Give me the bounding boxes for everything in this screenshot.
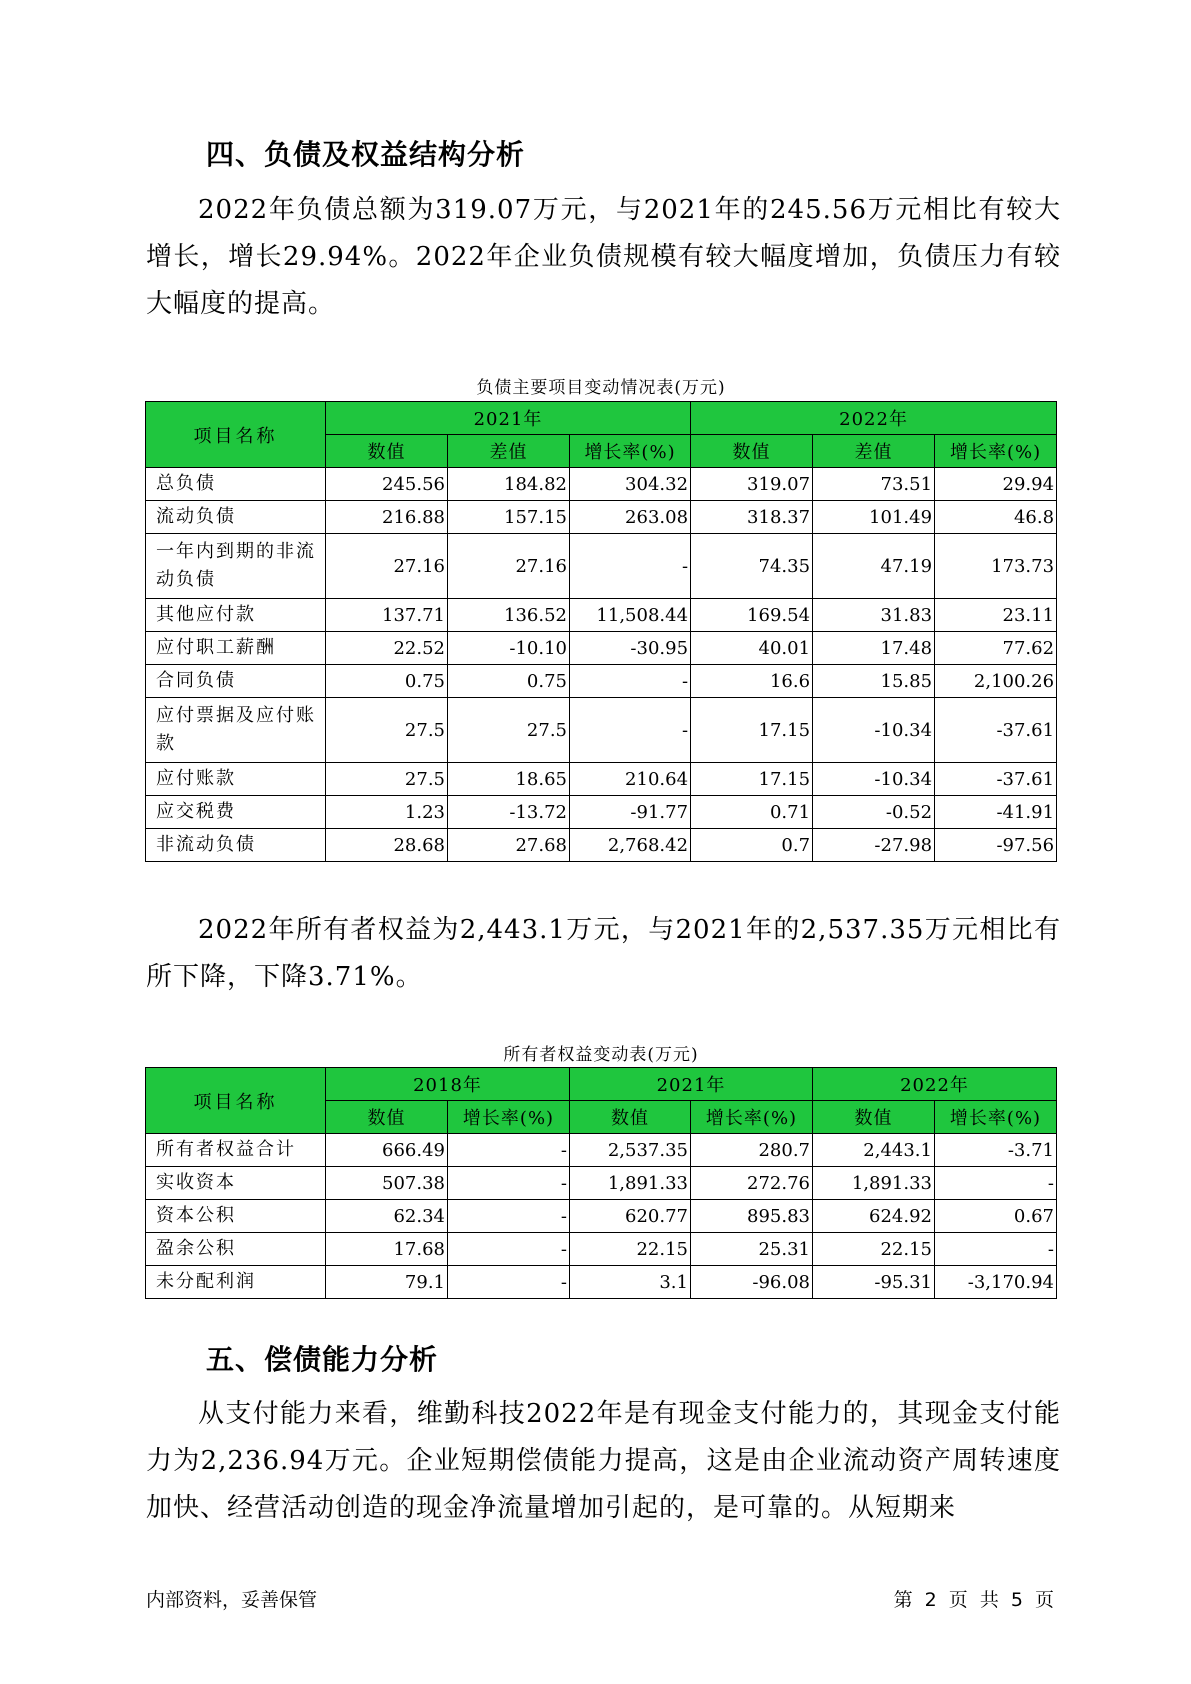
row-label: 实收资本: [146, 1167, 326, 1200]
table-row: [146, 829, 1057, 862]
row-label: 未分配利润: [146, 1266, 326, 1299]
table-cell: 25.31: [691, 1233, 813, 1266]
equity-table-caption: 所有者权益变动表(万元): [503, 1045, 699, 1065]
table-cell: 245.56: [326, 468, 448, 501]
table-row: [146, 468, 1057, 501]
table-cell: -: [570, 534, 691, 599]
table-cell: -30.95: [570, 632, 691, 665]
table-cell: 79.1: [326, 1266, 448, 1299]
table-row: [146, 1266, 1057, 1299]
liability-table: [145, 401, 1057, 862]
column-header-year: 2021年: [326, 402, 691, 435]
table-cell: 620.77: [570, 1200, 691, 1233]
table-cell: 27.5: [448, 698, 570, 763]
table-cell: 2,443.1: [813, 1134, 935, 1167]
table-cell: -: [935, 1167, 1057, 1200]
table-cell: 666.49: [326, 1134, 448, 1167]
table-cell: 73.51: [813, 468, 935, 501]
table-cell: 1.23: [326, 796, 448, 829]
row-label: 盈余公积: [146, 1233, 326, 1266]
table-row: [146, 1167, 1057, 1200]
table-row: [146, 763, 1057, 796]
equity-paragraph: 2022年所有者权益为2,443.1万元，与2021年的2,537.35万元相比有所下降，下降3.71%。: [146, 915, 1061, 992]
table-cell: 1,891.33: [813, 1167, 935, 1200]
table-cell: -: [448, 1134, 570, 1167]
column-header-growth: 增长率(%): [935, 1101, 1057, 1134]
table-cell: -: [448, 1200, 570, 1233]
column-header-value: 数值: [326, 435, 448, 468]
table-cell: 272.76: [691, 1167, 813, 1200]
row-label: 所有者权益合计: [146, 1134, 326, 1167]
table-cell: 507.38: [326, 1167, 448, 1200]
table-cell: 0.75: [326, 665, 448, 698]
table-cell: 280.7: [691, 1134, 813, 1167]
table-cell: 22.15: [813, 1233, 935, 1266]
table-cell: 40.01: [691, 632, 813, 665]
column-header-value: 数值: [326, 1101, 448, 1134]
table-cell: 0.71: [691, 796, 813, 829]
table-row: [146, 501, 1057, 534]
table-cell: 77.62: [935, 632, 1057, 665]
table-cell: 27.5: [326, 698, 448, 763]
table-cell: 27.5: [326, 763, 448, 796]
column-header-year: 2022年: [691, 402, 1057, 435]
row-label: 合同负债: [146, 665, 326, 698]
table-cell: -97.56: [935, 829, 1057, 862]
table-cell: -: [570, 665, 691, 698]
table-cell: 27.68: [448, 829, 570, 862]
table-cell: -96.08: [691, 1266, 813, 1299]
table-cell: 3.1: [570, 1266, 691, 1299]
table-cell: 74.35: [691, 534, 813, 599]
table-cell: 23.11: [935, 599, 1057, 632]
table-cell: 28.68: [326, 829, 448, 862]
table-cell: 16.6: [691, 665, 813, 698]
column-header-value: 数值: [570, 1101, 691, 1134]
section-heading-liabilities: 四、负债及权益结构分析: [206, 138, 526, 171]
table-cell: 0.67: [935, 1200, 1057, 1233]
table-row: [146, 665, 1057, 698]
table-cell: 137.71: [326, 599, 448, 632]
table-cell: -: [935, 1233, 1057, 1266]
row-label: 应付票据及应付账款: [146, 698, 326, 763]
table-cell: 210.64: [570, 763, 691, 796]
row-label: 非流动负债: [146, 829, 326, 862]
column-header-growth: 增长率(%): [935, 435, 1057, 468]
table-row: [146, 534, 1057, 599]
column-header-value: 数值: [691, 435, 813, 468]
row-label: 一年内到期的非流动负债: [146, 534, 326, 599]
footer-page-number: 第 2 页 共 5 页: [893, 1589, 1054, 1611]
table-cell: -27.98: [813, 829, 935, 862]
table-cell: 62.34: [326, 1200, 448, 1233]
column-header-diff: 差值: [448, 435, 570, 468]
column-header-value: 数值: [813, 1101, 935, 1134]
table-cell: 47.19: [813, 534, 935, 599]
table-cell: -10.34: [813, 698, 935, 763]
column-header-growth: 增长率(%): [691, 1101, 813, 1134]
table-row: [146, 1233, 1057, 1266]
table-cell: -3,170.94: [935, 1266, 1057, 1299]
column-header-growth: 增长率(%): [448, 1101, 570, 1134]
table-cell: 169.54: [691, 599, 813, 632]
table-cell: 27.16: [326, 534, 448, 599]
table-cell: -: [448, 1233, 570, 1266]
table-cell: -: [448, 1266, 570, 1299]
table-cell: -13.72: [448, 796, 570, 829]
table-cell: 17.15: [691, 763, 813, 796]
table-cell: 216.88: [326, 501, 448, 534]
table-cell: 31.83: [813, 599, 935, 632]
table-cell: 319.07: [691, 468, 813, 501]
column-header-diff: 差值: [813, 435, 935, 468]
table-cell: 0.75: [448, 665, 570, 698]
table-cell: -0.52: [813, 796, 935, 829]
table-cell: -37.61: [935, 763, 1057, 796]
table-cell: 17.48: [813, 632, 935, 665]
table-row: [146, 599, 1057, 632]
table-cell: 11,508.44: [570, 599, 691, 632]
equity-table: [145, 1067, 1057, 1299]
table-cell: -91.77: [570, 796, 691, 829]
table-cell: -: [570, 698, 691, 763]
table-cell: -95.31: [813, 1266, 935, 1299]
table-cell: -10.34: [813, 763, 935, 796]
table-cell: 1,891.33: [570, 1167, 691, 1200]
liabilities-paragraph: 2022年负债总额为319.07万元，与2021年的245.56万元相比有较大增长，增长29.94%。2022年企业负债规模有较大幅度增加，负债压力有较大幅度的提高。: [146, 195, 1061, 319]
table-cell: 17.68: [326, 1233, 448, 1266]
column-header-growth: 增长率(%): [570, 435, 691, 468]
row-label: 应交税费: [146, 796, 326, 829]
table-cell: 46.8: [935, 501, 1057, 534]
row-label: 资本公积: [146, 1200, 326, 1233]
section-heading-solvency: 五、偿债能力分析: [206, 1343, 439, 1376]
table-cell: -3.71: [935, 1134, 1057, 1167]
table-row: [146, 1134, 1057, 1167]
table-cell: 18.65: [448, 763, 570, 796]
table-cell: -37.61: [935, 698, 1057, 763]
column-header-year: 2018年: [326, 1068, 570, 1101]
table-row: [146, 632, 1057, 665]
table-cell: 263.08: [570, 501, 691, 534]
footer-confidential-note: 内部资料，妥善保管: [146, 1589, 318, 1611]
table-cell: 22.15: [570, 1233, 691, 1266]
row-label: 流动负债: [146, 501, 326, 534]
table-cell: 184.82: [448, 468, 570, 501]
table-cell: 0.7: [691, 829, 813, 862]
row-label: 总负债: [146, 468, 326, 501]
table-cell: -10.10: [448, 632, 570, 665]
liability-table-caption: 负债主要项目变动情况表(万元): [476, 378, 726, 398]
row-label: 应付账款: [146, 763, 326, 796]
table-cell: 2,768.42: [570, 829, 691, 862]
table-row: [146, 698, 1057, 763]
table-cell: 157.15: [448, 501, 570, 534]
table-cell: 895.83: [691, 1200, 813, 1233]
table-cell: 15.85: [813, 665, 935, 698]
table-cell: 173.73: [935, 534, 1057, 599]
column-header-item-name: 项目名称: [146, 1068, 326, 1134]
table-row: [146, 796, 1057, 829]
column-header-year: 2022年: [813, 1068, 1057, 1101]
table-cell: 304.32: [570, 468, 691, 501]
row-label: 其他应付款: [146, 599, 326, 632]
table-cell: 27.16: [448, 534, 570, 599]
column-header-item-name: 项目名称: [146, 402, 326, 468]
table-cell: 2,100.26: [935, 665, 1057, 698]
table-cell: -: [448, 1167, 570, 1200]
column-header-year: 2021年: [570, 1068, 813, 1101]
table-cell: 318.37: [691, 501, 813, 534]
row-label: 应付职工薪酬: [146, 632, 326, 665]
table-cell: 29.94: [935, 468, 1057, 501]
table-cell: 136.52: [448, 599, 570, 632]
table-cell: -41.91: [935, 796, 1057, 829]
table-cell: 101.49: [813, 501, 935, 534]
table-cell: 22.52: [326, 632, 448, 665]
solvency-paragraph: 从支付能力来看，维勤科技2022年是有现金支付能力的，其现金支付能力为2,236.94万元。企业短期偿债能力提高，这是由企业流动资产周转速度加快、经营活动创造的现金净流量增加引起的，是可靠的。从短期来: [146, 1399, 1061, 1523]
table-cell: 17.15: [691, 698, 813, 763]
table-row: [146, 1200, 1057, 1233]
table-cell: 624.92: [813, 1200, 935, 1233]
table-cell: 2,537.35: [570, 1134, 691, 1167]
